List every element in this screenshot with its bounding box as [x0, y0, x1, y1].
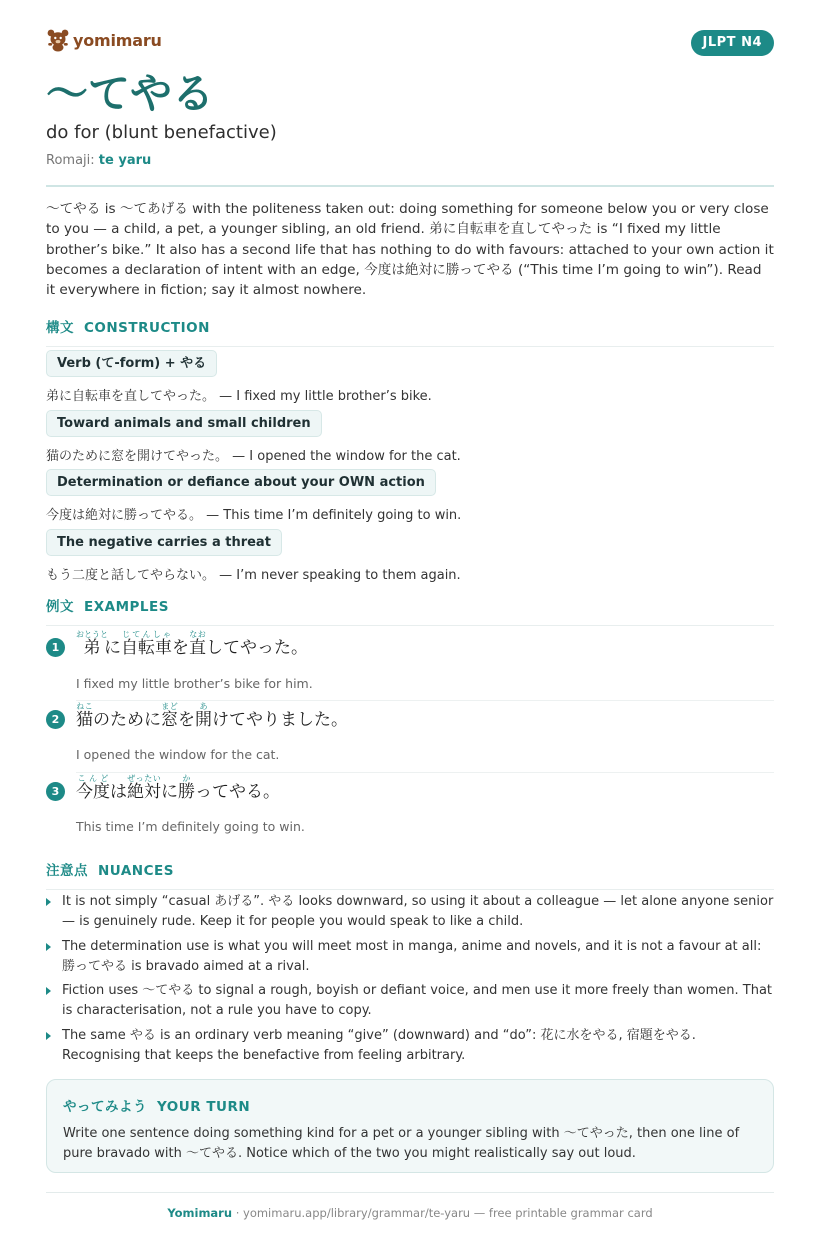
pattern-example-en: This time I’m definitely going to win. — [223, 508, 462, 523]
sentence-text: けてやりました。 — [212, 710, 348, 730]
pattern-example-jp: 今度は絶対に勝ってやる。 — [46, 508, 203, 523]
sentence-text: を — [178, 710, 195, 730]
footer — [46, 1206, 774, 1220]
ruby-word: 自転車じてんしゃ — [121, 630, 172, 658]
bullet-triangle-icon — [46, 987, 51, 995]
jlpt-level-badge: JLPT N4 — [691, 30, 774, 56]
your-turn-text: Write one sentence doing something kind for a pet or a younger sibling with 〜てやった, then one line of pure bravado with 〜てやる. Notice which of the two you might realistically say out loud. — [63, 1126, 740, 1161]
pattern-label: Toward animals and small children — [46, 410, 322, 437]
sentence-text: のために — [93, 710, 161, 730]
example-translation: This time I’m definitely going to win. — [76, 819, 305, 834]
footer-text: · yomimaru.app/library/grammar/te-yaru — free printable grammar card — [232, 1206, 653, 1220]
ruby-word: 勝か — [178, 774, 195, 802]
example-sentence — [76, 770, 280, 814]
romaji-line — [46, 153, 151, 168]
ruby-word: 今度こんど — [76, 774, 110, 802]
nuances-heading-en: NUANCES — [98, 863, 174, 879]
construction-heading — [46, 316, 774, 336]
ruby-word: 窓まど — [161, 702, 178, 730]
pattern-example: 今度は絶対に勝ってやる。 — This time I’m definitely going to win. — [46, 508, 462, 523]
example-translation: I fixed my little brother’s bike for him. — [76, 676, 313, 691]
example-sentence — [76, 698, 348, 742]
furigana: あ — [195, 702, 212, 711]
furigana: ねこ — [76, 702, 93, 711]
your-turn-heading — [63, 1095, 757, 1115]
nuance-text: The determination use is what you will meet most in manga, anime and novels, and it is not a favour at all: 勝ってやる is bravado aimed at a rival. — [62, 939, 762, 974]
furigana: か — [178, 774, 195, 783]
nuance-item — [62, 937, 774, 976]
ruby-word: 猫ねこ — [76, 702, 93, 730]
nuances-heading — [46, 859, 774, 879]
furigana: まど — [161, 702, 178, 711]
construction-heading-jp: 構文 — [46, 320, 74, 336]
pattern-example: 弟に自転車を直してやった。 — I fixed my little brother’s bike. — [46, 389, 432, 404]
example-sentence — [76, 626, 308, 670]
pattern-example-en: I’m never speaking to them again. — [236, 568, 461, 583]
nuance-item — [62, 892, 774, 931]
examples-heading-jp: 例文 — [46, 599, 74, 615]
nuance-text: Fiction uses 〜てやる to signal a rough, boyish or defiant voice, and men use it more freely than women. That is characterisation, not a rule you have to copy. — [62, 983, 773, 1018]
intro-paragraph: 〜てやる is 〜てあげる with the politeness taken out: doing something for someone below you or very close to you — a child, a pet, a younger sibling, an old friend. 弟に自転車を直してやった is “I fixed my little brother’s bike.” It also has a second life that has nothing to do with favours: attached to your own action it becomes a declaration of intent with an edge, 今度は絶対に勝ってやる (“This time I’m going to win”). Read it everywhere in fiction; say it almost nowhere. — [46, 201, 774, 299]
example-number-badge: 3 — [46, 782, 65, 801]
pattern-item — [46, 469, 461, 523]
pattern-label: Determination or defiance about your OWN action — [46, 469, 436, 496]
furigana: じてんしゃ — [121, 630, 172, 639]
example-item — [46, 770, 774, 844]
ruby-word: 開あ — [195, 702, 212, 730]
grammar-title: 〜てやる — [46, 69, 215, 118]
furigana: おとうと — [76, 630, 108, 639]
grammar-meaning: do for (blunt benefactive) — [46, 122, 277, 143]
pattern-example-en: I fixed my little brother’s bike. — [236, 389, 432, 404]
pattern-item — [46, 350, 432, 404]
pattern-example-jp: 弟に自転車を直してやった。 — [46, 389, 216, 404]
sentence-text: ってやる。 — [195, 782, 280, 802]
romaji-label: Romaji: — [46, 153, 95, 168]
furigana: こんど — [76, 774, 110, 783]
example-number-badge: 2 — [46, 710, 65, 729]
example-item — [46, 626, 774, 700]
sentence-text: してやった。 — [206, 638, 308, 658]
your-turn-box — [46, 1079, 774, 1173]
brand-name: yomimaru — [73, 30, 162, 50]
pattern-item — [46, 529, 461, 583]
examples-heading — [46, 595, 774, 615]
sentence-text: に — [161, 782, 178, 802]
sentence-text: を — [172, 638, 189, 658]
example-number-badge: 1 — [46, 638, 65, 657]
bullet-triangle-icon — [46, 1032, 51, 1040]
footer-divider — [46, 1192, 774, 1193]
furigana: ぜったい — [127, 774, 161, 783]
construction-heading-en: CONSTRUCTION — [84, 320, 210, 336]
pattern-example: もう二度と話してやらない。 — I’m never speaking to them again. — [46, 568, 461, 583]
examples-heading-en: EXAMPLES — [84, 599, 169, 615]
your-turn-heading-en: YOUR TURN — [157, 1099, 251, 1115]
logo[interactable] — [46, 28, 162, 52]
pattern-label: Verb (て-form) + やる — [46, 350, 217, 377]
sentence-text: は — [110, 782, 127, 802]
bullet-triangle-icon — [46, 943, 51, 951]
nuances-heading-jp: 注意点 — [46, 863, 88, 879]
nuance-item — [62, 1026, 774, 1065]
pattern-example: 猫のために窓を開けてやった。 — I opened the window for the cat. — [46, 449, 461, 464]
bullet-triangle-icon — [46, 898, 51, 906]
pattern-example-en: I opened the window for the cat. — [249, 449, 461, 464]
pattern-label: The negative carries a threat — [46, 529, 282, 556]
furigana: なお — [189, 630, 206, 639]
nuance-text: It is not simply “casual あげる”. やる looks downward, so using it about a colleague — let alone anyone senior — is genuinely rude. Keep it for people you would speak to like a child. — [62, 894, 774, 929]
example-translation: I opened the window for the cat. — [76, 747, 280, 762]
bear-mascot-icon — [46, 28, 70, 52]
romaji-value: te yaru — [98, 153, 152, 168]
footer-brand[interactable]: Yomimaru — [167, 1206, 233, 1220]
header-divider — [46, 185, 774, 187]
pattern-example-jp: もう二度と話してやらない。 — [46, 568, 216, 583]
pattern-item — [46, 410, 461, 464]
ruby-word: 弟おとうと — [76, 630, 108, 658]
ruby-word: 絶対ぜったい — [127, 774, 161, 802]
pattern-example-jp: 猫のために窓を開けてやった。 — [46, 449, 229, 464]
ruby-word: 直なお — [189, 630, 206, 658]
top-bar — [46, 28, 774, 58]
nuance-item — [62, 981, 774, 1020]
nuance-text: The same やる is an ordinary verb meaning “give” (downward) and “do”: 花に水をやる, 宿題をやる. Recognising that keeps the benefactive from feeling arbitrary. — [62, 1028, 696, 1063]
example-item — [46, 698, 774, 772]
sentence-text: に — [104, 638, 121, 658]
your-turn-heading-jp: やってみよう — [63, 1099, 147, 1115]
